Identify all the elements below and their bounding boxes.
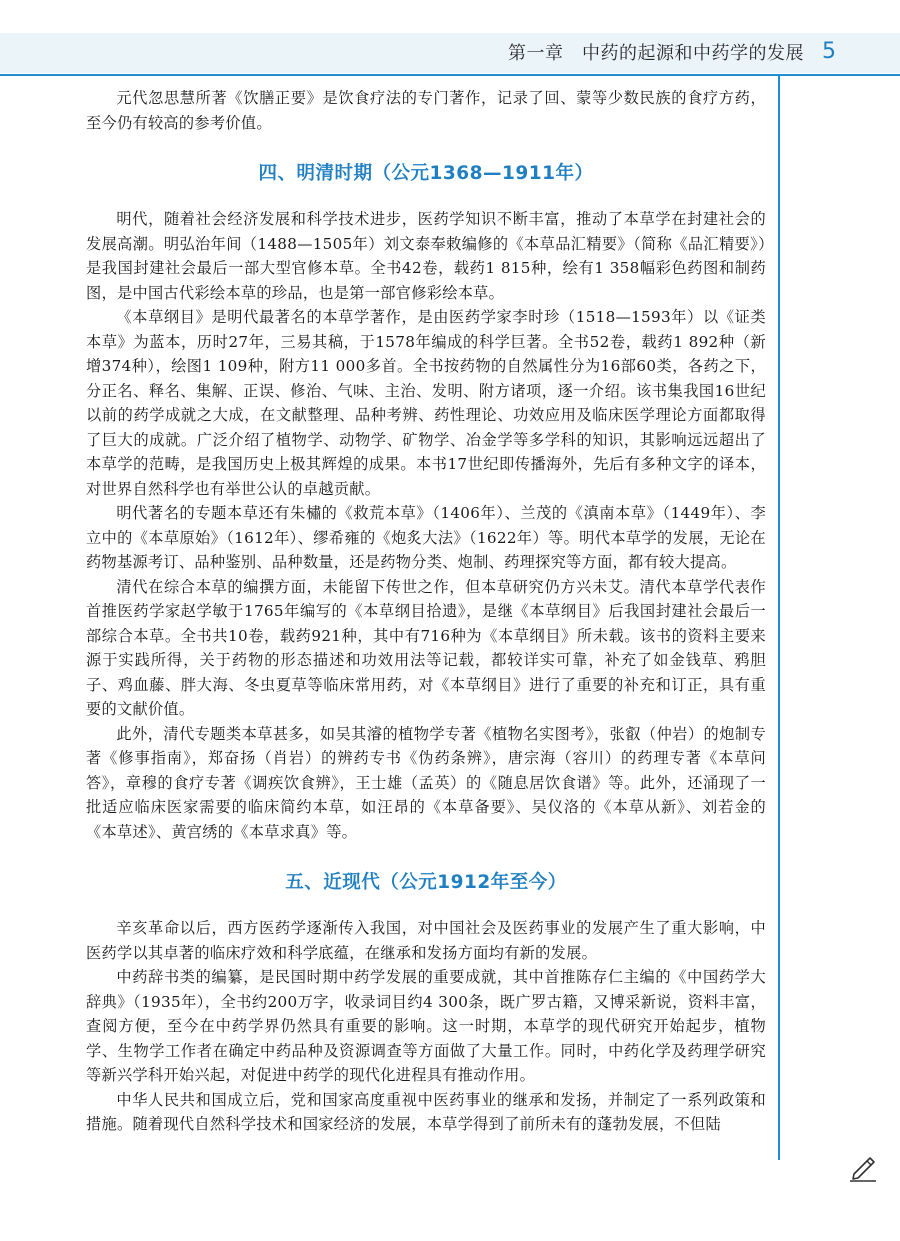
side-rule <box>778 76 780 1160</box>
paragraph: 中药辞书类的编纂，是民国时期中药学发展的重要成就，其中首推陈存仁主编的《中国药学大辞典》（1935年），全书约200万字，收录词目约4 300条，既广罗古籍，又博采新说，资料丰富，查阅方便，至今在中药学界仍然具有重要的影响。这一时期，本草学的现代研究开始起步，植物学、生物学工作者在确定中药品种及资源调查等方面做了大量工作。同时，中药化学及药理学研究等新兴学科开始兴起，对促进中药学的现代化进程具有推动作用。 <box>86 968 766 1084</box>
paragraph: 中华人民共和国成立后，党和国家高度重视中医药事业的继承和发扬，并制定了一系列政策和措施。随着现代自然科学技术和国家经济的发展，本草学得到了前所未有的蓬勃发展，不但陆 <box>86 1090 766 1133</box>
header-rule <box>0 74 900 76</box>
paragraph: 明代著名的专题本草还有朱橚的《救荒本草》（1406年）、兰茂的《滇南本草》（1449年）、李立中的《本草原始》（1612年）、缪希雍的《炮炙大法》（1622年）等。明代本草学的发展，无论在药物基源考订、品种鉴别、品种数量，还是药物分类、炮制、药理探究等方面，都有较大提高。 <box>86 504 766 571</box>
paragraph: 辛亥革命以后，西方医药学逐渐传入我国，对中国社会及医药事业的发展产生了重大影响，中医药学以其卓著的临床疗效和科学底蕴，在继承和发扬方面均有新的发展。 <box>86 919 766 962</box>
pen-note-icon <box>846 1150 880 1184</box>
paragraph-intro: 元代忽思慧所著《饮膳正要》是饮食疗法的专门著作，记录了回、蒙等少数民族的食疗方药，至今仍有较高的参考价值。 <box>86 89 766 132</box>
paragraph: 清代在综合本草的编撰方面，未能留下传世之作，但本草研究仍方兴未艾。清代本草学代表作首推医药学家赵学敏于1765年编写的《本草纲目拾遗》，是继《本草纲目》后我国封建社会最后一部综合本草。全书共10卷，载药921种，其中有716种为《本草纲目》所未载。该书的资料主要来源于实践所得，关于药物的形态描述和功效用法等记载，都较详实可靠，补充了如金钱草、鸦胆子、鸡血藤、胖大海、冬虫夏草等临床常用药，对《本草纲目》进行了重要的补充和订正，具有重要的文献价值。 <box>86 577 766 718</box>
paragraph: 此外，清代专题类本草甚多，如吴其濬的植物学专著《植物名实图考》，张叡（仲岩）的炮制专著《修事指南》，郑奋扬（肖岩）的辨药专书《伪药条辨》，唐宗海（容川）的药理专著《本草问答》，章穆的食疗专著《调疾饮食辨》，王士雄（孟英）的《随息居饮食谱》等。此外，还涌现了一批适应临床医家需要的临床简约本草，如汪昂的《本草备要》、吴仪洛的《本草从新》、刘若金的《本草述》、黄宫绣的《本草求真》等。 <box>86 724 766 841</box>
section-title-modern: 五、近现代（公元1912年至今） <box>285 872 567 893</box>
section-title-ming-qing: 四、明清时期（公元1368—1911年） <box>258 163 594 184</box>
page-number: 5 <box>822 39 836 64</box>
page-content <box>86 86 766 1137</box>
paragraph: 《本草纲目》是明代最著名的本草学著作，是由医药学家李时珍（1518—1593年）以《证类本草》为蓝本，历时27年，三易其稿，于1578年编成的科学巨著。全书52卷，载药1 892种（新增374种），绘图1 109种，附方11 000多首。全书按药物的自然属性分为16部60类，各药之下，分正名、释名、集解、正误、修治、气味、主治、发明、附方诸项，逐一介绍。该书集我国16世纪以前的药学成就之大成，在文献整理、品种考辨、药性理论、功效应用及临床医学理论方面都取得了巨大的成就。广泛介绍了植物学、动物学、矿物学、冶金学等多学科的知识，其影响远远超出了本草学的范畴，是我国历史上极其辉煌的成果。本书17世纪即传播海外，先后有多种文字的译本，对世界自然科学也有举世公认的卓越贡献。 <box>86 308 766 498</box>
chapter-title: 第一章 中药的起源和中药学的发展 <box>508 43 804 64</box>
paragraph: 明代，随着社会经济发展和科学技术进步，医药学知识不断丰富，推动了本草学在封建社会的发展高潮。明弘治年间（1488—1505年）刘文泰奉敕编修的《本草品汇精要》（简称《品汇精要》）是我国封建社会最后一部大型官修本草。全书42卷，载药1 815种，绘有1 358幅彩色药图和制药图，是中国古代彩绘本草的珍品，也是第一部官修彩绘本草。 <box>86 210 766 302</box>
